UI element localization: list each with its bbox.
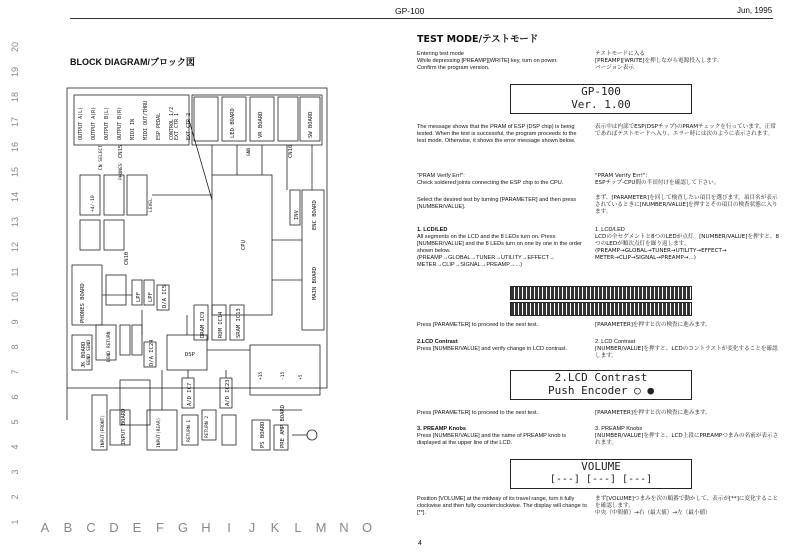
header-date: Jun, 1995 [737, 6, 773, 15]
misc-label: INPUT(FRONT) [101, 414, 106, 448]
label-ad-2: A/D IC23 [225, 379, 231, 406]
grid-letter: H [201, 520, 211, 535]
grid-number: 13 [10, 217, 20, 228]
err-jp-line-1: "PRAM Verify Err!": [595, 173, 648, 179]
lcd-contrast-line-2: Push Encoder ○ ● [548, 384, 654, 397]
label-da-top: D/A IC5 [162, 284, 168, 308]
block-diagram-title: BLOCK DIAGRAM/ブロック図 [70, 57, 195, 67]
next-en-2: Press [PARAMETER] to proceed to the next test. [417, 410, 539, 416]
grid-letter: K [270, 520, 280, 535]
pos-jp-text: まず[VOLUME]つまみを次の順番で動かして、表示が[**]に変化することを確認します。 [595, 496, 779, 509]
label-dram: DRAM IC9 [200, 311, 206, 338]
grid-number: 3 [10, 469, 20, 475]
s1-order-jp: (PREAMP→GLOBAL→TUNER→UTILITY→EFFECT→ METER→CLIP→SIGNAL→PREAMP→...) [595, 248, 727, 261]
label-lpf-2: LPF [148, 292, 154, 302]
grid-number: 18 [10, 92, 20, 103]
misc-label: -15 [281, 371, 286, 380]
next-jp-2: [PARAMETER]を押すと次の検査に進みます。 [595, 410, 711, 416]
connector-label: MIDI IN [130, 118, 136, 140]
header-title: GP-100 [395, 6, 425, 16]
lcd-all-segments-top [510, 286, 692, 300]
s2-body-en: Press [NUMBER/VALUE] and verify change in LCD contrast. [417, 346, 568, 352]
grid-number: 11 [10, 267, 20, 277]
label-lpf-1: LPF [136, 292, 142, 302]
lcd-volume-line-2: [---] [---] [---] [549, 474, 653, 485]
s1-body-en [417, 234, 587, 269]
label-cn16: CN16 [288, 144, 294, 158]
s3-body-jp: [NUMBER/VALUE]を押すと、LCD上段にPREAMPつまみの名前が表示されます。 [595, 433, 779, 446]
label-ad-1: A/D IC7 [187, 382, 193, 406]
pos-jp [595, 496, 780, 517]
lcd-contrast [510, 370, 692, 400]
misc-label: BEND RETURN [107, 331, 112, 362]
misc-label: +4/-10 [91, 195, 96, 212]
label-inv: INV [294, 210, 300, 220]
lcd-version-line-2: Ver. 1.00 [571, 98, 631, 111]
s3-head-jp: 3. PREAMP Knobs [595, 426, 643, 432]
grid-number: 8 [10, 344, 20, 350]
misc-label: GND [247, 147, 252, 156]
grid-letter: C [86, 520, 96, 535]
connector-label: MIDI OUT/THRU [143, 100, 149, 140]
s3-body-en: Press [NUMBER/VALUE] and the name of PREAMP knob is displayed at the upper line of the LCD. [417, 433, 567, 446]
lcd-version [510, 84, 692, 114]
entry-jp-line-1: テストモードに入る [595, 51, 645, 57]
grid-number: 4 [10, 444, 20, 450]
label-dsp: DSP [185, 352, 195, 358]
err-jp [595, 173, 780, 187]
s1-order-en: (PREAMP→GLOBAL→TUNER→UTILITY→EFFECT→ METER→CLIP→SIGNAL→PREAMP→...) [417, 255, 555, 268]
label-vr-board: VR BOARD [258, 111, 264, 138]
misc-label: +15 [259, 371, 264, 380]
label-cn10: CN10 [124, 251, 130, 265]
header-rule [70, 18, 773, 19]
s2-head-jp: 2. LCD Contrast [595, 339, 636, 345]
misc-label: RETURN 2 [205, 415, 210, 438]
test-mode-title: TEST MODE/テストモード [417, 34, 539, 45]
misc-label: +5 [299, 374, 304, 380]
label-preamp-board: PRE AMP BOARD [280, 404, 286, 448]
lcd-volume [510, 459, 692, 489]
label-ps-board: PS BOARD [260, 421, 266, 448]
grid-letter: O [361, 520, 373, 535]
grid-number: 6 [10, 394, 20, 400]
misc-label: CN SELECT [99, 145, 104, 170]
label-sram: SRAM IC13 [236, 308, 242, 338]
grid-letter: M [315, 520, 327, 535]
s1-head-en: 1. LCD/LED [417, 227, 448, 233]
grid-letter: G [177, 520, 189, 535]
s2-body-jp: [NUMBER/VALUE]を押すと、LCDのコントラストが変化することを確認します。 [595, 346, 778, 359]
grid-number: 20 [10, 42, 20, 53]
block-diagram [62, 80, 330, 470]
lcd-contrast-line-1: 2.LCD Contrast [554, 371, 648, 384]
pos-jp-order: 中央（中間値）→右（最大値）→左（最小値） [595, 510, 711, 516]
connector-label: OUTPUT A(R) [91, 106, 97, 140]
grid-number: 14 [10, 192, 20, 203]
connector-label: EXT CTR 1 [174, 112, 180, 140]
misc-label: LEVEL [149, 198, 154, 212]
s3-head-en: 3. PREAMP Knobs [417, 426, 467, 432]
grid-letter: B [63, 520, 73, 535]
misc-label: INPUT(REAR) [157, 417, 162, 448]
connector-label: CONTROL 1/2 [169, 106, 175, 140]
grid-letter: D [109, 520, 119, 535]
grid-number: 15 [10, 167, 20, 178]
grid-letter: L [294, 520, 302, 535]
select-jp: まず、[PARAMETER]を回して検査したい項目を選びます。項目名が表示されているときに[NUMBER/VALUE]を押すとその項目の検査状態に入ります。 [595, 195, 778, 215]
connector-label: OUTPUT B(L) [104, 106, 110, 140]
grid-letter: I [227, 520, 231, 535]
grid-letter: F [156, 520, 164, 535]
entry-jp-line-3: バージョン表示 [595, 65, 634, 71]
misc-label: BEND SEND [87, 340, 92, 365]
grid-number: 19 [10, 67, 20, 78]
label-cpu: CPU [241, 240, 247, 250]
grid-number: 1 [10, 519, 20, 525]
grid-letter: N [339, 520, 349, 535]
label-sw-board: SW BOARD [308, 111, 314, 138]
err-jp-line-2: ESPチップ-CPU間の半田付けを確認して下さい。 [595, 180, 720, 186]
grid-number: 16 [10, 142, 20, 153]
entry-en-line-2: While depressing [PREAMP][WRITE] key, turn on power. [417, 58, 558, 64]
connector-label: OUTPUT B(R) [117, 106, 123, 140]
s1-body-jp-text: LCDの全セグメントと8つのLEDが点灯。[NUMBER/VALUE]を押すと、8つのLEDが順次点灯を繰り返します。 [595, 234, 780, 247]
grid-letter: J [248, 520, 256, 535]
grid-letter: E [132, 520, 142, 535]
label-enc-board: ENC BOARD [312, 200, 318, 230]
grid-letter: A [40, 520, 50, 535]
connector-label: EXT CTR 2 [186, 112, 192, 140]
grid-number: 7 [10, 369, 20, 375]
label-jk-board: JK BOARD [81, 341, 87, 368]
err-en [417, 173, 587, 187]
s1-head-jp: 1. LCD/LED [595, 227, 625, 233]
entry-en-line-1: Entering test mode [417, 51, 464, 57]
s1-body-jp [595, 234, 780, 262]
grid-number: 5 [10, 419, 20, 425]
label-input-board: INPUT BOARD [121, 408, 127, 445]
s2-head-en: 2.LCD Contrast [417, 339, 458, 345]
grid-number: 10 [10, 292, 20, 303]
entry-jp-line-2: [PREAMP][WRITE]を押しながら電源投入します。 [595, 58, 723, 64]
entry-jp [595, 51, 780, 72]
page-number: 4 [418, 540, 422, 547]
s1-body-en-text: All segments on the LCD and the 8 LEDs turn on. Press [NUMBER/VALUE] and the 8 LEDs turn on one by one in the order shown below. [417, 234, 583, 254]
connector-label: ESP PEDAL [156, 112, 162, 140]
label-rom: ROM IC14 [218, 311, 224, 338]
err-en-line-1: "PRAM Verify Err!": [417, 173, 465, 179]
label-main-board: MAIN BOARD [312, 266, 318, 300]
lcd-version-line-1: GP-100 [581, 85, 621, 98]
label-led-board: LED BOARD [230, 108, 236, 138]
grid-number: 17 [10, 117, 20, 128]
select-en: Select the desired test by turning [PARAMETER] and then press [NUMBER/VALUE]. [417, 197, 577, 210]
entry-en-line-3: Confirm the program version. [417, 65, 490, 71]
pos-en: Position [VOLUME] at the midway of its travel range, turn it fully clockwise and then fully counterclockwise. The display will change to [**]. [417, 496, 587, 516]
grid-number: 2 [10, 494, 20, 500]
label-phones-board: PHONES BOARD [80, 283, 86, 323]
grid-number: 9 [10, 319, 20, 325]
pram-en: The message shows that the PRAM of ESP (DSP chip) is being tested. When the test is successful, the program proceeds to the test mode. Otherwise, it shows the error message shown below. [417, 124, 577, 144]
misc-label: RETURN 1 [187, 419, 192, 442]
next-jp-1: [PARAMETER]を押すと次の検査に進みます。 [595, 322, 711, 328]
lcd-volume-line-1: VOLUME [581, 460, 621, 473]
next-en-1: Press [PARAMETER] to proceed to the next test. [417, 322, 539, 328]
pram-jp: 表示中は内部でESP(DSPチップ)のPRAMチェックを行っています。正常であればテストモードへ入り、エラー時には次のように表示されます。 [595, 124, 776, 137]
connector-label: OUTPUT A(L) [78, 106, 84, 140]
lcd-all-segments-bottom [510, 302, 692, 316]
err-en-line-2: Check soldered joints connecting the ESP chip to the CPU. [417, 180, 564, 186]
label-cn15: CN15 [118, 144, 124, 158]
entry-en [417, 51, 587, 72]
misc-label: PHONES [119, 163, 124, 180]
grid-number: 12 [10, 242, 20, 253]
label-da-bot: D/A IC24 [149, 339, 155, 366]
